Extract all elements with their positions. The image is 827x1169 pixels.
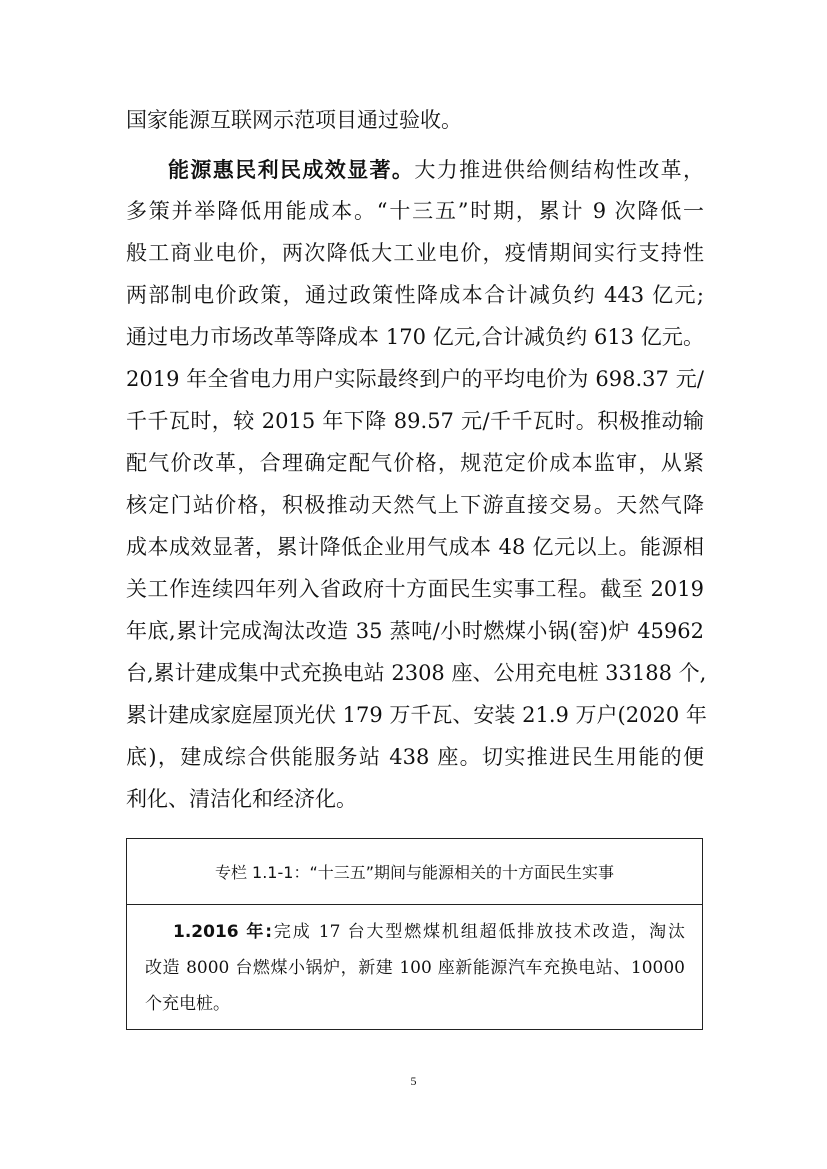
paragraph-first-line-rest: 大力推进供给侧结构性改革， <box>414 158 705 182</box>
paragraph-line: 底)，建成综合供能服务站 438 座。切实推进民生用能的便 <box>126 745 704 769</box>
paragraph-line: 通过电力市场改革等降成本 170 亿元,合计减负约 613 亿元。 <box>126 325 704 349</box>
paragraph-line: 累计建成家庭屋顶光伏 179 万千瓦、安装 21.9 万户(2020 年 <box>126 703 707 727</box>
paragraph-line: 关工作连续四年列入省政府十方面民生实事工程。截至 2019 <box>126 577 704 601</box>
paragraph-line: 台,累计建成集中式充换电站 2308 座、公用充电桩 33188 个, <box>126 661 707 685</box>
paragraph-line: 两部制电价政策，通过政策性降成本合计减负约 443 亿元; <box>126 283 704 307</box>
page-number: 5 <box>410 1074 417 1088</box>
paragraph-first-line <box>168 157 704 183</box>
intro-line: 国家能源互联网示范项目通过验收。 <box>126 108 462 132</box>
paragraph-line: 成本成效显著，累计降低企业用气成本 48 亿元以上。能源相 <box>126 535 704 559</box>
paragraph-heading: 能源惠民利民成效显著。 <box>168 158 415 182</box>
paragraph-line: 2019 年全省电力用户实际最终到户的平均电价为 698.37 元/ <box>126 367 704 391</box>
column-box <box>126 838 703 1030</box>
paragraph-line: 核定门站价格，积极推动天然气上下游直接交易。天然气降 <box>126 493 704 517</box>
paragraph-line: 多策并举降低用能成本。“十三五”时期，累计 9 次降低一 <box>126 199 704 223</box>
column-box-title: 专栏 1.1-1：“十三五”期间与能源相关的十方面民生实事 <box>127 839 702 905</box>
column-item-line: 改造 8000 台燃煤小锅炉，新建 100 座新能源汽车充换电站、10000 <box>145 958 685 978</box>
column-item-first-line <box>173 921 685 943</box>
paragraph-line: 利化、清洁化和经济化。 <box>126 787 357 811</box>
paragraph-line: 般工商业电价，两次降低大工业电价，疫情期间实行支持性 <box>126 241 704 265</box>
column-item-line: 个充电桩。 <box>145 994 230 1014</box>
column-item-label: 1.2016 年: <box>173 922 273 942</box>
paragraph-line: 配气价改革，合理确定配气价格，规范定价成本监审，从紧 <box>126 451 704 475</box>
paragraph-line: 千千瓦时，较 2015 年下降 89.57 元/千千瓦时。积极推动输 <box>126 409 704 433</box>
paragraph-line: 年底,累计完成淘汰改造 35 蒸吨/小时燃煤小锅(窑)炉 45962 <box>126 619 704 643</box>
column-item-first-line-rest: 完成 17 台大型燃煤机组超低排放技术改造，淘汰 <box>272 922 685 942</box>
